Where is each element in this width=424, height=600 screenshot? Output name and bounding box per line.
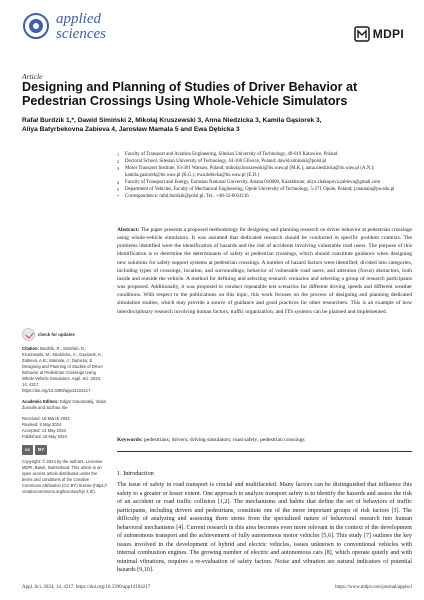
intro-paragraph: The issue of safety in road transport is crucial and multifaceted. Many factors can be distinguished that influence this safety to a greater or lesser extent. One approach to analyze transport safety is to identify the hazards and assess the risk of an accident or road traffic collision [1,2]. The mechanisms and habits that define the set of behaviors of traffic participants, including drivers and pedestrians, constitute one of the more important groups of risk factors [3]. The difficulty of analyzing and assessing them stems from the specialized nature of behavioral research into human behavioral mechanisms [4]. Current research in this area becomes even more relevant in the context of the development of autonomous transport and the achievement of fully autonomous motor vehicles [5,6]. This study [7] outlines the key issues involved in the development of hybrid and electric vehicles, issues unknown to conventional vehicles with internal combustion engines. The growing number of electric and autonomous cars [8], which operate quietly and with minimal vibrations, requires a re-evaluation of safety factors. Noise and vibration are natural indicators of potential hazards [9,10]. [117,482,412,573]
abstract-label: Abstract: [117,227,140,233]
affiliation: 4 Faculty of Transport and Energy, Eurasian National University, Astana 010000, Kazakhstan; aliya.zhakupova.zabieva@gmail.com [117,179,381,185]
journal-logo[interactable] [22,12,106,42]
check-updates-label: check for updates [38,332,75,337]
article-info-sidebar [22,328,108,500]
affiliation: 1 Faculty of Transport and Aviation Engineering, Silesian University of Technology, 40-019 Katowice, Poland [117,152,338,157]
authors-line-1[interactable]: Rafał Burdzik 1,*, Dawid Simiński 2, Mikołaj Kruszewski 3, Anna Niedzicka 3, Kamila Gąsiorek 3, [22,117,322,124]
section-heading: 1. Introduction [117,470,154,477]
keywords-text: pedestrians; drivers; driving simulators; road safety; pedestrian crossings [144,437,305,443]
editors-label: Academic Editors: [22,399,59,404]
abstract [117,226,412,316]
check-updates-button[interactable] [22,328,108,341]
revised-date: Revised: 8 May 2024 [22,422,62,427]
section-divider [117,451,412,452]
keywords [117,436,412,444]
correspondence: * Correspondence: rafal.burdzik@polsl.pl; Tel.: +48-32-6034116 [117,193,249,199]
publisher-name: MDPI [372,27,404,41]
journal-header [22,12,404,64]
dates-block [22,416,108,440]
editors-text: Edgar Sokolovskij, Vidas Žuraulis and Suzhao Xie [22,399,106,410]
accepted-date: Accepted: 14 May 2024 [22,428,66,433]
affiliation: 5 Department of Vehicles, Faculty of Mechanical Engineering, Opole University of Technology, 5-271 Opole, Poland; j.mamala@po.edu.pl [117,186,395,192]
mdpi-icon [354,26,370,42]
published-date: Published: 16 May 2024 [22,434,67,439]
journal-logo-icon [22,12,50,40]
authors-line-2[interactable]: Aliya Batyrbekovna Zabieva 4, Jarosław Mamala 5 and Ewa Dębicka 3 [22,126,240,133]
paper-title: Designing and Planning of Studies of Driver Behavior at Pedestrian Crossings Using Whole-Vehicle Simulators [22,80,358,108]
cc-icon: cc [22,445,33,455]
journal-name-line1: applied [56,11,101,27]
footer-journal-url[interactable]: https://www.mdpi.com/journal/applsci [335,585,412,590]
citation-block [22,346,108,394]
author-list [22,116,412,134]
received-date: Received: 18 March 2024 [22,416,70,421]
copyright-text: Copyright: © 2024 by the authors. Licensee MDPI, Basel, Switzerland. This article is an open access article distributed under the terms and conditions of the Creative Commons Attribution (CC BY) license (https:// creativecommons.org/licenses/by/ 4.0/). [22,459,107,494]
affiliation: 2 Doctoral School, Silesian University of Technology, 44-100 Gliwice, Poland; dawid.siminski@polsl.pl [117,159,327,164]
journal-name-line2: sciences [56,26,106,42]
publisher-logo[interactable] [354,26,404,42]
page-footer [22,585,412,590]
article-type: Article [22,72,43,81]
affiliations [117,152,417,201]
check-updates-icon [22,328,35,341]
footer-citation[interactable]: Appl. Sci. 2024, 14, 4217. https://doi.org/10.3390/app14104217 [22,585,151,590]
abstract-text: The paper presents a proposed methodology for designing and planning research on driver behavior at pedestrian crossings using whole-vehicle simulators. It was assumed that dedicated research should be conducted in specific problem contexts. The problems identified were the identification of hazards and the risk of accidents involving vulnerable road users. The purpose of this identification is to determine the determinants of safety at pedestrian crossings, which should constitute guidance when designing new solutions for safety support systems at pedestrian crossings. A number of hazard factors were identified; divided into categories, including types of crossings, location, and surroundings; behavior of vulnerable road users; and attention (focus) distractors, both inside and outside the vehicle. A method for defining and selecting research scenarios and selecting a group of research participants was proposed. Additionally, it was proposed to conduct repeatable test scenarios for different driving speeds and different weather conditions. With respect to the publications on this topic, this work focuses on the process of designing and planning dedicated simulation studies, which may provide a source of guidance and good practices for other researchers. This is an example of how interdisciplinary research involving human factors, traffic organization, and ITS systems can be planned and implemented. [117,227,412,315]
citation-label: Citation: [22,346,39,351]
by-icon: BY [35,445,47,455]
affiliation: 3 Motor Transport Institute, 03-301 Warsaw, Poland; mikolaj.kruszewski@its.waw.pl (M.K.); anna.niedzicka@its.waw.pl (A.N.); kamila.gasiorek@its.waw.pl (K.G.); ewa.debicka@its.waw.pl (E.D.) [117,166,375,178]
citation-text[interactable]: Burdzik, R.; Simiński, D.; Kruszewski, M.; Niedzicka, A.; Gąsiorek, K.; Zabieva, A.B.; Mamala, J.; Dębicka, E. Designing and Planning of Studies of Driver Behavior at Pedestrian Crossings Using Whole-Vehicle Simulators. Appl. Sci. 2024, 14, 4217. https://doi.org/10.3390/app14104217 [22,346,104,393]
cc-license-badge[interactable] [22,445,108,455]
keywords-label: Keywords: [117,437,143,443]
editors-block [22,399,108,411]
